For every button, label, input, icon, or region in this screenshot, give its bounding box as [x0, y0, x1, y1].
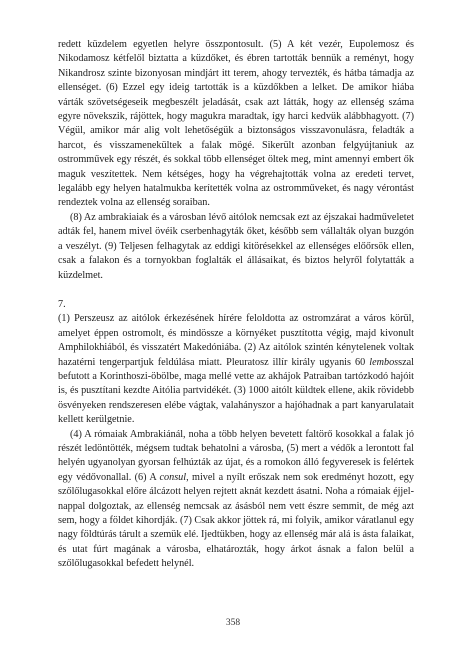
chapter-number: 7.	[58, 298, 66, 310]
page-body	[58, 38, 414, 572]
page-number: 358	[225, 618, 241, 628]
body-paragraph: (8) Az ambrakiaiak és a városban lévő aitólok nemcsak ezt az éjszakai hadműveletet adták fel, hanem mivel övéik cserbenhagyták őket, később sem vállalták olyan buzgón a veszélyt. (9) Teljesen felhagytak az eddigi kitörésekkel az ellenséges előőrsök ellen, csak a falakon és a tornyokban foglalták el állásaikat, és biztos helyről folytatták a küzdelmet.	[58, 211, 414, 281]
paragraph-text: (1) Perszeusz az aitólok érkezésének hírére feloldotta az ostromzárat a város körül, amelyet éppen ostromolt, és mindössze a környéket pusztította végig, majd kivonult Amphilokhiából, és visszatért Makedóniába. (2) Az aitólok szintén kénytelenek voltak hazatérni tengerpartjuk feldúlása miatt. Pleuratosz illír király ugyanis 60	[58, 313, 414, 368]
body-paragraph	[58, 428, 414, 572]
paragraph-text: (4) A rómaiak Ambrakiánál, noha a több helyen bevetett faltörő kosokkal a falak jó részét ledöntötték, mégsem tudtak behatolni a városba, (5) mert a védők a lerontott fal helyén ugyanolyan gyorsan felhúzták az újat, és a romokon álló fegyveresek is felértek egy védővonallal. (6) A	[58, 428, 414, 483]
paragraph-text: , mivel a nyílt erőszak nem sok eredményt hozott, egy szőlőlugasokkal előre álcázott helyen rejtett aknát kezdett ásatni. Noha a rómaiak éjjel-nappal dolgoztak, az ellenség nemcsak az ásásból nem vett észre semmit, de még azt sem, hogy a földet kihordják. (7) Csak akkor jöttek rá, mi folyik, amikor váratlanul egy nagy földtúrás tárult a szemük elé. Ijedtükben, hogy az ellenség már alá is ásta falaikat, és utat fúrt magának a városba, elhatározták, hogy árkot ásnak a falon belül a szőlőlugasokkal befedett helynél.	[58, 471, 414, 570]
italic-term-lembos: lembos	[369, 356, 399, 368]
paragraph-text: szal befutott a Korinthoszi-öbölbe, maga mellé vette az akhájok Patraiban tartózkodó hajóit is, és pusztítani kezdte Aitólia partvidékét. (3) 1000 aitólt küldtek ellene, akik rövidebb ösvényeken rendszeresen elébe vágtak, valahányszor a hajóhadnak a part kanyarulatait kellett kerülgetnie.	[58, 356, 414, 426]
body-paragraph: redett küzdelem egyetlen helyre összpontosult. (5) A két vezér, Eupolemosz és Nikodamosz kétfelől biztatta a küzdőket, és ébren tartották bennük a reményt, hogy Nikandrosz szinte bizonyosan mindjárt itt terem, ahogy tervezték, és hátba támadja az ellenséget. (6) Ezzel egy ideig tartották is a küzdőkben a lelket. De amikor hiába várták szövetségeseik megbeszélt jeladását, csak azt látták, hogy az ellenség száma egyre növekszik, rájöttek, hogy magukra maradtak, így harci kedvük alábbhagyott. (7) Végül, amikor már alig volt lehetőségük a biztonságos visszavonulásra, feladták a harcot, és visszamenekültek a falak mögé. Sikerült azonban felgyújtaniuk az ostromművek egy részét, és sokkal több ellenséget öltek meg, mint amennyi embert ők maguk veszítettek. Nem kétséges, hogy ha végrehajtották volna az eredeti tervet, legalább egy helyen hatalmukba kerítették volna az ostromműveket, és nagy vérontást rendeztek volna az ellenség soraiban.	[58, 39, 414, 209]
body-paragraph	[58, 312, 414, 427]
italic-term-consul: consul	[159, 471, 187, 483]
